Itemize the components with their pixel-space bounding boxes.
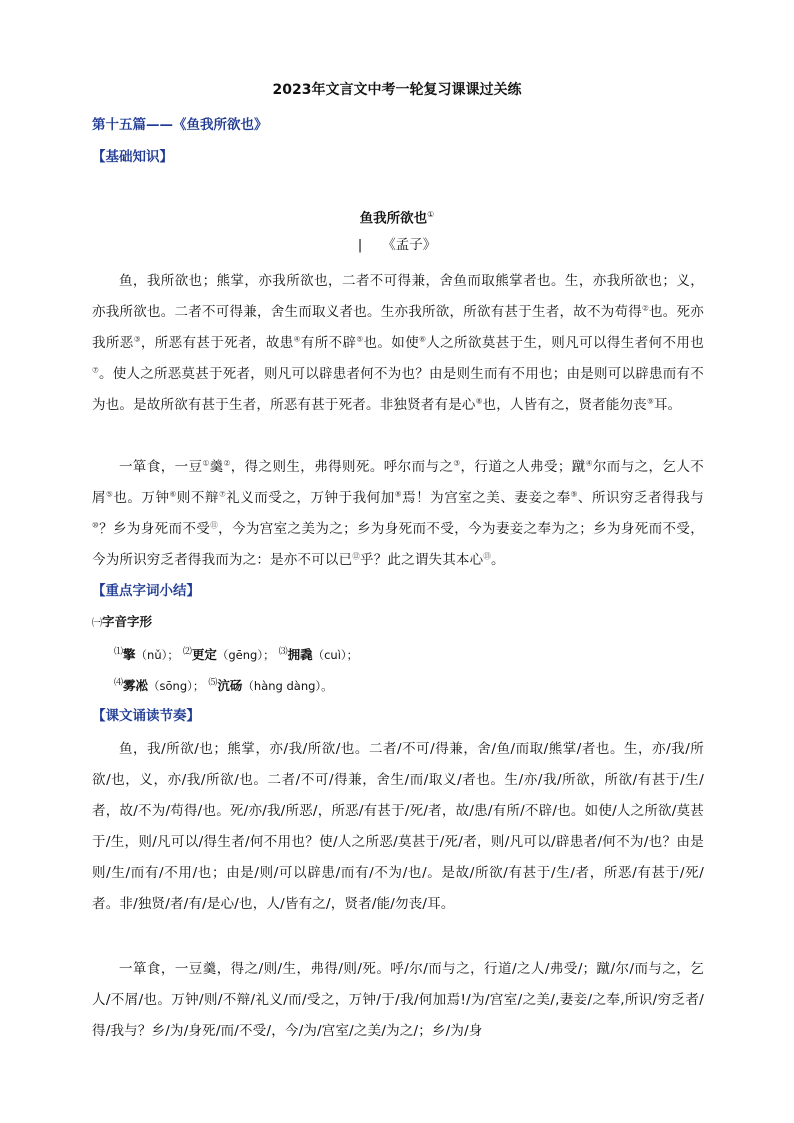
essay-paragraph-1: 鱼，我所欲也；熊掌，亦我所欲也，二者不可得兼，舍鱼而取熊掌者也。生，亦我所欲也；义，亦我所欲也。二者不可得兼，舍生而取义者也。生亦我所欲，所欲有甚于生者，故不为苟得②也。死亦我所恶③，所恶有甚于死者，故患④有所不辟⑤也。如使⑥人之所欲莫甚于生，则凡可以得生者何不用也⑦。使人之所恶莫甚于死者，则凡可以辟患者何不为也？由是则生而有不用也；由是则可以辟患而有不为也。是故所欲有甚于生者，所恶有甚于死者。非独贤者有是心⑧也，人皆有之，贤者能勿丧⑨耳。 xyxy=(92,273,704,413)
pron-item: ⑵更定（gēng）； xyxy=(182,646,275,662)
essay-title-text: 鱼我所欲也 xyxy=(359,210,428,227)
subheading-number: ㈠ xyxy=(92,618,102,629)
section-key-words: 【重点字词小结】 xyxy=(92,583,200,599)
chapter-heading: 第十五篇——《鱼我所欲也》 xyxy=(92,117,268,133)
pron-item: ⑸沆砀（hàng dàng）。 xyxy=(208,677,333,693)
pronunciation-line-2 xyxy=(114,676,333,696)
author-bar: | xyxy=(357,237,363,253)
essay-title-footnote: ① xyxy=(427,210,435,219)
pronunciation-line-1 xyxy=(114,645,358,665)
essay-paragraph-2: 一箪食，一豆①羹②，得之则生，弗得则死。呼尔而与之③，行道之人弗受；蹴④尔而与之，乞人不屑⑤也。万钟⑥则不辩⑦礼义而受之，万钟于我何加⑧焉！为宫室之美、妻妾之奉⑨、所识穷乏者得我与⑩？乡为身死而不受⑪，今为宫室之美为之；乡为身死而不受，今为妻妾之奉为之；乡为身死而不受，今为所识穷乏者得我而为之：是亦不可以已⑫乎？此之谓失其本心⑬。 xyxy=(92,458,704,568)
pronunciation-subheading xyxy=(92,612,152,634)
essay-author xyxy=(0,235,794,255)
document-title: 2023年文言文中考一轮复习课课过关练 xyxy=(272,82,522,98)
essay-title xyxy=(0,205,794,229)
section-reading-rhythm: 【课文诵读节奏】 xyxy=(92,708,200,724)
pron-item: ⑶拥毳（cuì）； xyxy=(278,646,359,662)
pron-item: ⑴擎（nǔ）； xyxy=(114,646,179,662)
subheading-label: 字音字形 xyxy=(102,614,153,629)
author-name: 《孟子》 xyxy=(382,237,437,253)
section-basic-knowledge: 【基础知识】 xyxy=(92,149,173,165)
reading-paragraph-1: 鱼，我/所欲/也；熊掌，亦/我/所欲/也。二者/不可/得兼，舍/鱼/而取/熊掌/者也。生，亦/我/所欲/也，义，亦/我/所欲/也。二者/不可/得兼，舍生/而/取义/者也。生/亦/我/所欲，所欲/有甚于/生/者，故/不为/苟得/也。死/亦/我/所恶/，所恶/有甚于/死/者，故/患/有所/不辟/也。如使/人之所欲/莫甚于/生，则/凡可以/得生者/何不用也？使/人之所恶/莫甚于/死/者，则/凡可以/辟患者/何不为/也？由是则/生/而有/不用/也；由是/则/可以辟患/而有/不为/也/。是故/所欲/有甚于/生/者，所恶/有甚于/死/者。非/独贤/者/有/是心/也，人/皆有之/，贤者/能/勿丧/耳。 xyxy=(92,741,704,912)
reading-paragraph-2: 一箪食，一豆羹，得之/则/生，弗得/则/死。呼/尔/而与之，行道/之人/弗受/；蹴/尔/而与之，乞人/不屑/也。万钟/则/不辩/礼义/而/受之，万钟/于/我/何加焉!/为/宫室/之美/,妻妾/之奉,所识/穷乏者/得/我与？乡/为/身死/而/不受/，今/为/宫室/之美/为之/；乡/为/身 xyxy=(92,961,704,1039)
pron-item: ⑷雾凇（sōng）； xyxy=(114,677,205,693)
